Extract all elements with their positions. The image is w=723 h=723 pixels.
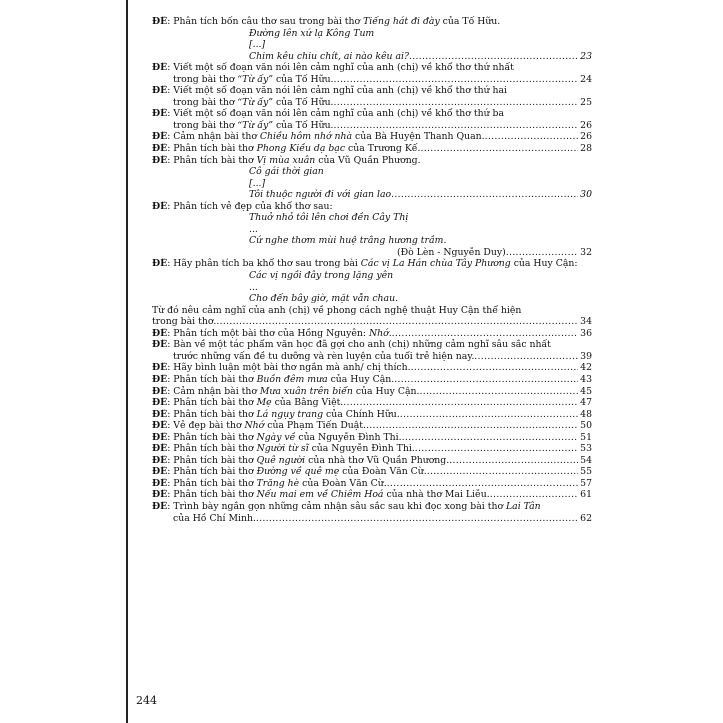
entry-title [152,362,411,374]
entry-line [152,16,592,28]
verse-text: Thuở nhỏ tôi lên chơi đền Cây Thị [249,212,409,224]
entry-line-with-page [152,120,592,132]
work-title: Đường về quê mẹ [256,466,340,478]
quoted-verse [152,293,592,305]
entry-text: : Phân tích một bài thơ của Hồng Nguyên: [167,327,369,339]
de-label: ĐỀ [152,431,168,443]
toc-entry[interactable] [152,155,592,201]
entry-text: : Phân tích bài thơ [167,154,257,166]
entry-text: : Hãy phân tích ba khổ thơ sau trong bài [167,258,361,270]
toc-entry[interactable] [152,489,592,501]
entry-line-with-page [152,74,592,86]
entry-title [173,74,334,86]
entry-text: Tôi thuộc người đi với gian lao [249,189,392,201]
entry-text: (Đò Lèn - Nguyễn Duy) [397,246,506,258]
entry-text: : Cảm nhận bài thơ [167,131,260,143]
dot-leader [400,409,578,421]
entry-title [152,432,402,444]
de-label: ĐỀ [152,108,168,120]
toc-entry[interactable] [152,108,592,131]
toc-entry[interactable] [152,258,592,327]
quoted-verse [152,178,592,190]
entry-text: của Hồ Chí Minh. [173,512,256,524]
work-title: “Từ ấy” [237,73,273,85]
entry-text: : Phân tích bài thơ [167,408,257,420]
entry-title [152,397,343,409]
page-ref: 23 [580,50,592,62]
toc-entry[interactable] [152,466,592,478]
page-ref: 28 [580,143,592,155]
page-ref: 26 [580,119,592,131]
work-title: Quê người [256,454,306,466]
entry-line-with-page [152,362,592,374]
entry-title [152,374,394,386]
entry-title [152,409,400,421]
entry-text: của Tố Hữu. [272,119,334,131]
table-of-contents [152,16,592,524]
entry-text: : Hãy bình luận một bài thơ ngắn mà anh/ chị thích. [167,362,411,374]
entry-text: của Vũ Quần Phương. [315,154,421,166]
de-label: ĐỀ [152,408,168,420]
entry-title [152,420,366,432]
entry-text: của Phạm Tiến Duật. [264,420,366,432]
dot-leader [334,97,579,109]
entry-line [152,258,592,270]
entry-line-with-page [152,397,592,409]
dot-leader [387,478,578,490]
entry-text: của Tố Hữu. [272,96,334,108]
page-ref: 55 [580,466,592,478]
dot-leader [485,131,579,143]
toc-entry[interactable] [152,143,592,155]
page-ref: 32 [580,246,592,258]
entry-line-with-page [152,386,592,398]
entry-title [173,97,334,109]
entry-text: của Tố Hữu. [272,73,334,85]
entry-text: của Đoàn Văn Cừ. [339,466,427,478]
entry-line-with-page [152,316,592,328]
entry-text: của Bà Huyện Thanh Quan. [352,131,485,143]
page-ref: 53 [580,443,592,455]
work-title: Người từ sĩ [256,443,309,455]
entry-line [152,108,592,120]
de-label: ĐỀ [152,85,168,97]
toc-entry[interactable] [152,432,592,444]
entry-line [152,201,592,213]
entry-line-with-page [152,513,592,525]
dot-leader [343,397,578,409]
work-title: Phong Kiều dạ bạc [256,143,346,155]
entry-line-with-page [152,247,592,259]
entry-text: : Phân tích bài thơ [167,397,257,409]
page-ref: 43 [580,373,592,385]
toc-entry[interactable] [152,501,592,524]
entry-line [152,62,592,74]
de-label: ĐỀ [152,454,168,466]
dot-leader [409,51,578,63]
dot-leader [411,362,579,374]
de-label: ĐỀ [152,373,168,385]
page-ref: 39 [580,350,592,362]
toc-entry[interactable] [152,62,592,85]
entry-line-with-page [152,443,592,455]
dot-leader [334,74,579,86]
dot-leader [334,120,579,132]
de-label: ĐỀ [152,489,168,501]
entry-line [152,85,592,97]
verse-text: Cho đến bây giờ, mặt vẫn chau. [249,293,399,305]
entry-title [173,351,474,363]
page-ref: 34 [580,316,592,328]
entry-line-with-page [152,143,592,155]
entry-text: : Phân tích bài thơ [167,489,257,501]
entry-line-with-page [152,189,592,201]
entry-text: của nhà thơ Mai Liễu. [383,489,490,501]
dot-leader [256,513,578,525]
entry-text: Chim kêu chiu chít, ai nào kêu ai? [249,50,409,62]
entry-text: Từ đó nêu cảm nghĩ của anh (chị) về phong cách nghệ thuật Huy Cận thể hiện [152,304,522,316]
entry-text: : Viết một số đoạn văn nói lên cảm nghĩ của anh (chị) về khổ thơ thứ ba [167,108,505,120]
entry-line-with-page [152,432,592,444]
work-title: Các vị La Hán chùa Tây Phương [360,258,511,270]
entry-title [397,247,506,259]
entry-text: trong bài thơ [173,119,238,131]
entry-text: : Phân tích vẻ đẹp của khổ thơ sau: [167,200,333,212]
dot-leader [506,247,578,259]
toc-entry[interactable] [152,85,592,108]
page-ref: 51 [580,431,592,443]
quoted-verse [152,235,592,247]
entry-title [152,386,419,398]
page-ref: 25 [580,96,592,108]
entry-text: của Đoàn Văn Cừ. [299,477,387,489]
entry-text: của Trương Kế. [345,143,421,155]
work-title: Buồn đêm mưa [256,373,328,385]
entry-line [152,339,592,351]
entry-title [152,466,427,478]
work-title: Trăng hè [256,477,300,489]
dot-leader [474,351,578,363]
work-title: Ngày về [256,431,296,443]
entry-text: trong bài thơ. [152,316,217,328]
entry-line [152,155,592,167]
entry-title [249,189,391,201]
page-ref: 48 [580,408,592,420]
verse-text: ... [249,281,258,293]
entry-text: trong bài thơ [173,96,238,108]
page-ref: 50 [580,420,592,432]
verse-text: Các vị ngồi đây trong lặng yên [249,270,394,282]
work-title: Nhớ [244,420,265,432]
work-title: Mẹ [256,397,272,409]
dot-leader [449,455,578,467]
quoted-verse [152,224,592,236]
page-edge [126,0,128,723]
de-label: ĐỀ [152,327,168,339]
work-title: Nếu mai em về Chiêm Hoá [256,489,384,501]
work-title: Lai Tân [506,500,541,512]
de-label: ĐỀ [152,443,168,455]
entry-line-with-page [152,51,592,63]
entry-line-with-page [152,328,592,340]
page-ref: 57 [580,477,592,489]
dot-leader [427,466,578,478]
de-label: ĐỀ [152,466,168,478]
de-label: ĐỀ [152,362,168,374]
entry-text: : Trình bày ngắn gọn những cảm nhận sâu sắc sau khi đọc xong bài thơ [167,500,506,512]
quoted-verse [152,166,592,178]
verse-text: Đường lên xứ lạ Kông Tum [249,27,375,39]
page-ref: 45 [580,385,592,397]
entry-title [152,489,490,501]
entry-text: : Viết một số đoạn văn nói lên cảm nghĩ của anh (chị) về khổ thơ thứ hai [167,85,508,97]
dot-leader [419,386,578,398]
entry-text: của Huy Cận: [510,258,578,270]
de-label: ĐỀ [152,420,168,432]
entry-line-with-page [152,489,592,501]
entry-line [152,305,592,317]
dot-leader [366,420,578,432]
dot-leader [420,143,578,155]
entry-text: của Tố Hữu. [439,16,501,27]
entry-text: của Bằng Việt. [271,397,344,409]
toc-entry[interactable] [152,362,592,374]
entry-text: : Phân tích bài thơ [167,373,257,385]
page-number: 244 [136,694,157,707]
de-label: ĐỀ [152,16,168,27]
toc-entry[interactable] [152,16,592,62]
toc-entry[interactable] [152,201,592,259]
dot-leader [394,374,578,386]
page-ref: 54 [580,454,592,466]
entry-text: : Phân tích bốn câu thơ sau trong bài thơ [167,16,364,27]
de-label: ĐỀ [152,154,168,166]
entry-text: : Phân tích bài thơ [167,454,257,466]
toc-entry[interactable] [152,455,592,467]
toc-entry[interactable] [152,478,592,490]
entry-line-with-page [152,478,592,490]
entry-text: của Nguyễn Đình Thi. [308,443,415,455]
entry-title [152,328,392,340]
dot-leader [415,443,578,455]
page-ref: 62 [580,512,592,524]
de-label: ĐỀ [152,500,168,512]
entry-text: của Nguyễn Đình Thi. [295,431,402,443]
entry-title [152,143,420,155]
entry-text: : Cảm nhận bài thơ [167,385,260,397]
entry-text: : Phân tích bài thơ [167,477,257,489]
toc-entry[interactable] [152,131,592,143]
entry-text: : Vẻ đẹp bài thơ [167,420,245,432]
dot-leader [402,432,579,444]
entry-text: : Phân tích bài thơ [167,443,257,455]
toc-entry[interactable] [152,328,592,340]
toc-entry[interactable] [152,420,592,432]
entry-line-with-page [152,351,592,363]
quoted-verse [152,28,592,40]
entry-title [152,443,415,455]
de-label: ĐỀ [152,143,168,155]
de-label: ĐỀ [152,477,168,489]
page-ref: 36 [580,327,592,339]
work-title: “Từ ấy” [237,119,273,131]
verse-text: ... [249,223,258,235]
entry-text: : Phân tích bài thơ [167,466,257,478]
entry-title [173,120,334,132]
verse-text: Cứ nghe thơm mùi huệ trắng hương trầm. [249,235,447,247]
verse-text: Cô gái thời gian [249,166,324,178]
page-ref: 61 [580,489,592,501]
entry-text: : Viết một số đoạn văn nói lên cảm nghĩ của anh (chị) về khổ thơ thứ nhất [167,62,514,74]
page-ref: 42 [580,362,592,374]
toc-entry[interactable] [152,409,592,421]
entry-title [152,131,485,143]
entry-text: của nhà thơ Vũ Quần Phương. [305,454,450,466]
quoted-verse [152,270,592,282]
entry-line-with-page [152,420,592,432]
page-ref: 47 [580,397,592,409]
entry-text: của Huy Cận. [352,385,420,397]
de-label: ĐỀ [152,131,168,143]
dot-leader [391,189,578,201]
entry-line-with-page [152,131,592,143]
work-title: Lá ngụy trang [256,408,324,420]
toc-entry[interactable] [152,339,592,362]
de-label: ĐỀ [152,339,168,351]
entry-line-with-page [152,97,592,109]
work-title: Nhớ. [368,327,392,339]
entry-text: của Huy Cận. [327,373,395,385]
verse-text: [...] [249,39,266,51]
entry-line-with-page [152,374,592,386]
de-label: ĐỀ [152,385,168,397]
toc-entry[interactable] [152,397,592,409]
entry-line-with-page [152,455,592,467]
work-title: Mưa xuân trên biển [259,385,353,397]
entry-title [152,455,449,467]
entry-text: : Bàn về một tác phẩm văn học đã gợi cho anh (chị) những cảm nghĩ sâu sắc nhất [167,339,551,351]
entry-title [152,316,216,328]
toc-entry[interactable] [152,386,592,398]
verse-text: [...] [249,177,266,189]
entry-text: trong bài thơ [173,73,238,85]
dot-leader [490,489,578,501]
entry-text: của Chính Hữu. [323,408,400,420]
work-title: Tiếng hát đi đày [363,16,440,27]
work-title: Vị mùa xuân [256,154,316,166]
de-label: ĐỀ [152,62,168,74]
entry-text: trước những vấn đề tu dưỡng và rèn luyện của tuổi trẻ hiện nay. [173,350,475,362]
entry-text: : Phân tích bài thơ [167,143,257,155]
entry-title [249,51,409,63]
dot-leader [216,316,578,328]
entry-title [173,513,256,525]
de-label: ĐỀ [152,200,168,212]
dot-leader [392,328,578,340]
entry-line-with-page [152,466,592,478]
de-label: ĐỀ [152,397,168,409]
entry-line [152,501,592,513]
de-label: ĐỀ [152,258,168,270]
page-ref: 24 [580,73,592,85]
quoted-verse [152,39,592,51]
entry-line-with-page [152,409,592,421]
toc-entry[interactable] [152,443,592,455]
page-ref: 30 [580,189,592,201]
quoted-verse [152,212,592,224]
entry-text: : Phân tích bài thơ [167,431,257,443]
quoted-verse [152,282,592,294]
work-title: Chiều hôm nhớ nhà [259,131,353,143]
entry-title [152,478,387,490]
page-ref: 26 [580,131,592,143]
toc-entry[interactable] [152,374,592,386]
work-title: “Từ ấy” [237,96,273,108]
